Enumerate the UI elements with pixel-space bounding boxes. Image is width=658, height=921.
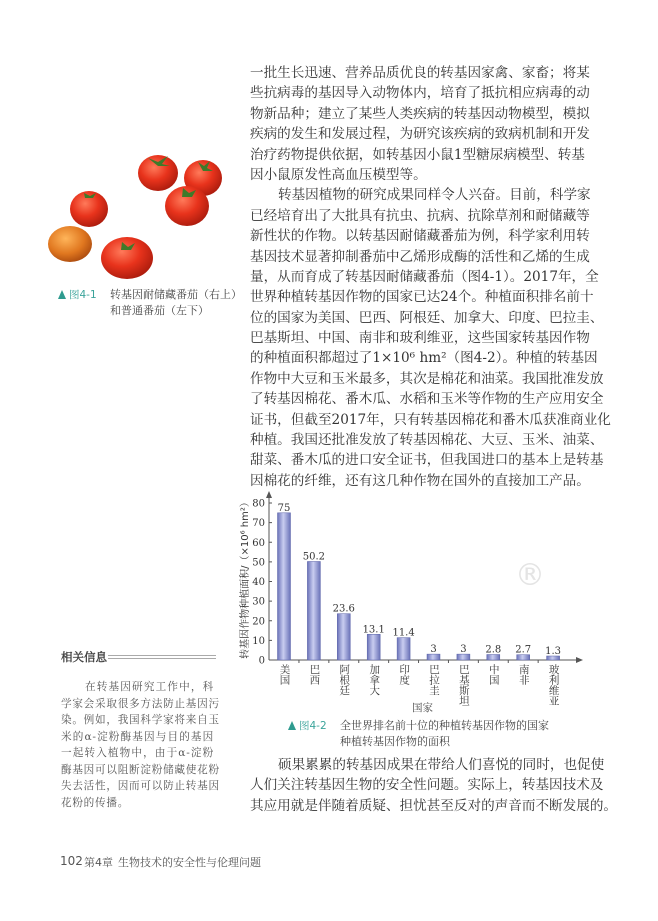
category-label: 玻利维亚 (547, 664, 560, 706)
text-line: 甜菜、番木瓜的进口安全证书，但我国进口的基本上是转基 (250, 452, 604, 469)
y-tick-label: 10 (252, 635, 265, 647)
category-label: 印度 (398, 664, 411, 685)
y-tick-label: 50 (252, 557, 265, 569)
text-line: 了转基因棉花、番木瓜、水稻和玉米等作物的生产应用安全 (250, 391, 604, 408)
text-line: 世界种植转基因作物的国家已达24个。种植面积排名前十 (250, 289, 594, 306)
text-line: 作物中大豆和玉米最多，其次是棉花和油菜。我国批准发放 (250, 370, 604, 387)
value-label: 11.4 (392, 627, 415, 639)
bar-美国 (278, 513, 291, 660)
text-line: 新性状的作物。以转基因耐储藏番茄为例，科学家利用转 (250, 228, 590, 245)
text-line: 治疗药物提供依据，如转基因小鼠1型糖尿病模型、转基 (250, 146, 585, 163)
bar-加拿大 (367, 634, 380, 660)
value-label: 2.8 (485, 644, 502, 656)
text-line: 物新品种；建立了某些人类疾病的转基因动物模型，模拟 (250, 105, 590, 122)
text-line: 位的国家为美国、巴西、阿根廷、加拿大、印度、巴拉圭、 (250, 309, 604, 326)
y-tick-label: 70 (252, 518, 265, 530)
value-label: 75 (277, 502, 291, 514)
value-label: 23.6 (332, 603, 355, 615)
text-line: 学家会采取很多方法防止基因污 (61, 697, 220, 710)
text-line: 硕果累累的转基因成果在带给人们喜悦的同时，也促使 (278, 757, 605, 773)
y-tick-label: 20 (252, 616, 265, 628)
text-line: 因棉花的纤维，还有这几种作物在国外的直接加工产品。 (250, 472, 590, 489)
value-label: 50.2 (302, 551, 326, 563)
text-line: 在转基因研究工作中，科 (85, 681, 214, 693)
figure-4-2-caption-text: 全世界排名前十位的种植转基因作物的国家 种植转基因作物的面积 (340, 719, 549, 748)
text-line: 巴基斯坦、中国、南非和玻利维亚，这些国家转基因作物 (250, 330, 590, 347)
text-line: 失去活性，因而可以防止转基因 (61, 780, 220, 792)
text-line: 其应用就是伴随着质疑、担忧甚至反对的声音而不断发展的。 (250, 797, 618, 814)
category-label: 南非 (517, 664, 530, 685)
y-axis-label: 转基因作物种植面积/（×10⁶ hm²） (240, 497, 251, 659)
text-line: 因小鼠原发性高血压模型等。 (250, 166, 427, 183)
bar-阿根廷 (337, 614, 350, 660)
triangle-marker-icon (288, 721, 296, 730)
category-label: 中国 (487, 664, 500, 685)
text-line: 些抗病毒的基因导入动物体内，培育了抵抗相应病毒的动 (250, 85, 590, 102)
value-label: 13.1 (362, 624, 385, 636)
y-axis-arrow-icon (266, 491, 272, 498)
category-label: 巴西 (308, 664, 321, 685)
figure-4-1-caption: 图4-1 (58, 287, 97, 303)
text-line: 人们关注转基因生物的安全性问题。实际上，转基因技术及 (250, 777, 604, 794)
page-number: 102 (60, 854, 83, 868)
text-line: 米的α-淀粉酶基因与目的基因 (61, 730, 214, 743)
x-axis-arrow-icon (576, 657, 583, 663)
figure-4-1-caption-text: 转基因耐储藏番茄（右上） 和普通番茄（左下） (110, 288, 242, 317)
value-label: 3 (430, 644, 437, 656)
text-line: 已经培育出了大批具有抗虫、抗病、抗除草剂和耐储藏等 (250, 207, 590, 224)
y-tick-label: 80 (252, 498, 265, 510)
final-paragraph (250, 755, 618, 816)
y-tick-label: 40 (252, 577, 265, 588)
text-line: 花粉的传播。 (61, 796, 130, 809)
category-label: 巴基斯坦 (457, 664, 470, 706)
chapter-title: 生物技术的安全性与伦理问题 (118, 856, 261, 869)
category-label: 美国 (278, 664, 291, 685)
sidebar-title: 相关信息 (61, 650, 107, 664)
watermark: ® (515, 558, 545, 593)
text-line: 证书，但截至2017年，只有转基因棉花和番木瓜获准商业化 (250, 411, 611, 428)
y-tick-label: 0 (258, 655, 265, 667)
category-label: 加拿大 (368, 664, 381, 696)
y-tick-label: 60 (252, 537, 265, 549)
bar-印度 (397, 638, 410, 660)
x-axis-label: 国家 (412, 702, 433, 714)
bar-巴西 (307, 561, 320, 660)
text-line: 染。例如，我国科学家将来自玉 (61, 714, 220, 726)
value-label: 2.7 (515, 644, 532, 656)
y-tick-label: 30 (252, 596, 265, 608)
text-line: 一批生长迅速、营养品质优良的转基因家禽、家畜；将某 (250, 65, 590, 81)
text-line: 疾病的发生和发展过程，为研究该疾病的致病机制和开发 (250, 126, 590, 143)
category-label: 巴拉圭 (428, 664, 440, 696)
text-line: 种植。我国还批准发放了转基因棉花、大豆、玉米、油菜、 (250, 432, 604, 449)
chapter-label: 第4章 (84, 856, 113, 869)
category-label: 阿根廷 (338, 664, 351, 696)
text-line: 转基因植物的研究成果同样令人兴奋。目前，科学家 (278, 187, 591, 204)
text-line: 的种植面积都超过了1×10⁶ hm²（图4-2）。种植的转基因 (250, 350, 598, 367)
text-line: 量，从而育成了转基因耐储藏番茄（图4-1）。2017年，全 (250, 268, 599, 285)
value-label: 1.3 (545, 646, 562, 657)
text-line: 酶基因可以阻断淀粉储藏使花粉 (61, 763, 220, 776)
text-line: 基因技术显著抑制番茄中乙烯形成酶的活性和乙烯的生成 (250, 248, 590, 265)
text-line: 一起转入植物中，由于α-淀粉 (61, 747, 214, 759)
figure-4-2-caption: 图4-2 (288, 718, 327, 734)
value-label: 3 (460, 644, 467, 656)
